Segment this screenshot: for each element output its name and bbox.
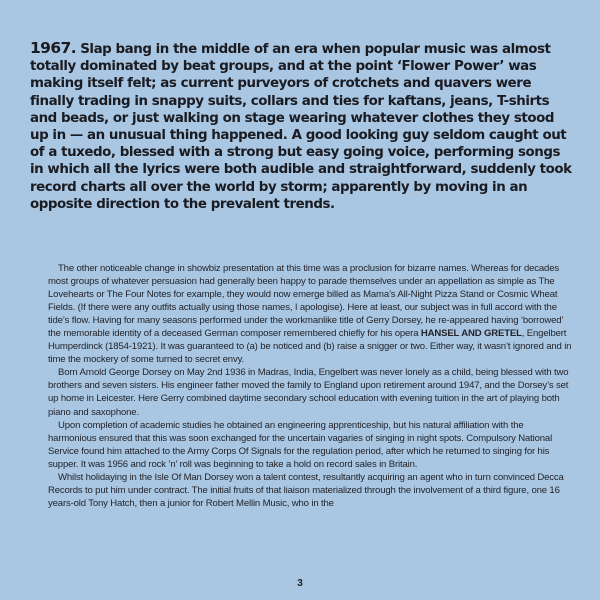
paragraph-apprenticeship: Upon completion of academic studies he obtained an engineering apprenticeship, but his natural affiliation with the harmonious ensured that this was soon exchanged for the uncertain vagaries of singing in night spots. Compulsory National Service found him attached to the Army Corps Of Signals for the regulation period, after which he returned to singing for his supper. It was 1956 and rock ’n’ roll was beginning to take a hold on record sales in Britain. — [48, 419, 553, 470]
paragraph-names-start: The other noticeable change in showbiz presentation at this time was a proclusion for bizarre names. Whereas for decades most groups of whatever persuasion had generally been happy to parade themselves under an appellation as simple as The Lovehearts or The Four Notes for example, they would now emerge billed as Mama’s All-Night Pizza Stand or Cosmic Wheat Fields. (If there were any outfits actually using those names, I apologise). Here at least, our subject was in full accord with the tide’s flow. Having for many seasons performed under the workmanlike title of Gerry Dorsey, he re-appeared having ‘borrowed’ the memorable identity of a deceased German composer remembered chiefly for his opera — [48, 263, 564, 340]
paragraph-birth: Born Arnold George Dorsey on May 2nd 1936 in Madras, India, Engelbert was never lonely as a child, being blessed with two brothers and seven sisters. His engineer father moved the family to England upon retirement around 1947, and the Dorsey’s set up home in Leicester. Here Gerry combined daytime secondary school education with evening tuition in the art of playing both piano and saxophone. — [48, 367, 569, 418]
paragraph-talent-contest: Whilst holidaying in the Isle Of Man Dorsey won a talent contest, resultantly acquiring an agent who in turn convinced Decca Records to put him under contract. The initial fruits of that liaison materialized through the involvement of a third figure, one 16 years-old Tony Hatch, then a junior for Robert Mellin Music, who in the — [48, 471, 564, 509]
body-text — [48, 262, 572, 510]
paragraph-names-end: , Engelbert Humperdinck (1854-1921). It was guaranteed to (a) be noticed and (b) raise a snigger or two. Either way, it wasn’t ignored and in time the mockery of some turned to secret envy. — [48, 328, 572, 366]
intro-text: Slap bang in the middle of an era when popular music was almost totally dominated by beat groups, and at the point ‘Flower Power’ was making itself felt; as current purveyors of crotchets and quavers were finally trading in snappy suits, collars and ties for kaftans, jeans, T-shirts and beads, or just walking on stage wearing whatever clothes they stood up in — an unusual thing happened. A good looking guy seldom caught out of a tuxedo, blessed with a strong but easy going voice, performing songs in which all the lyrics were both audible and straightforward, suddenly took record charts all over the world by storm; apparently by moving in an opposite direction to the prevalent trends. — [30, 42, 572, 212]
intro-paragraph — [30, 40, 576, 213]
opera-title: HANSEL AND GRETEL — [420, 328, 522, 340]
paragraph-names — [48, 262, 572, 366]
page-number: 3 — [297, 578, 303, 589]
intro-year: 1967. — [30, 39, 77, 57]
